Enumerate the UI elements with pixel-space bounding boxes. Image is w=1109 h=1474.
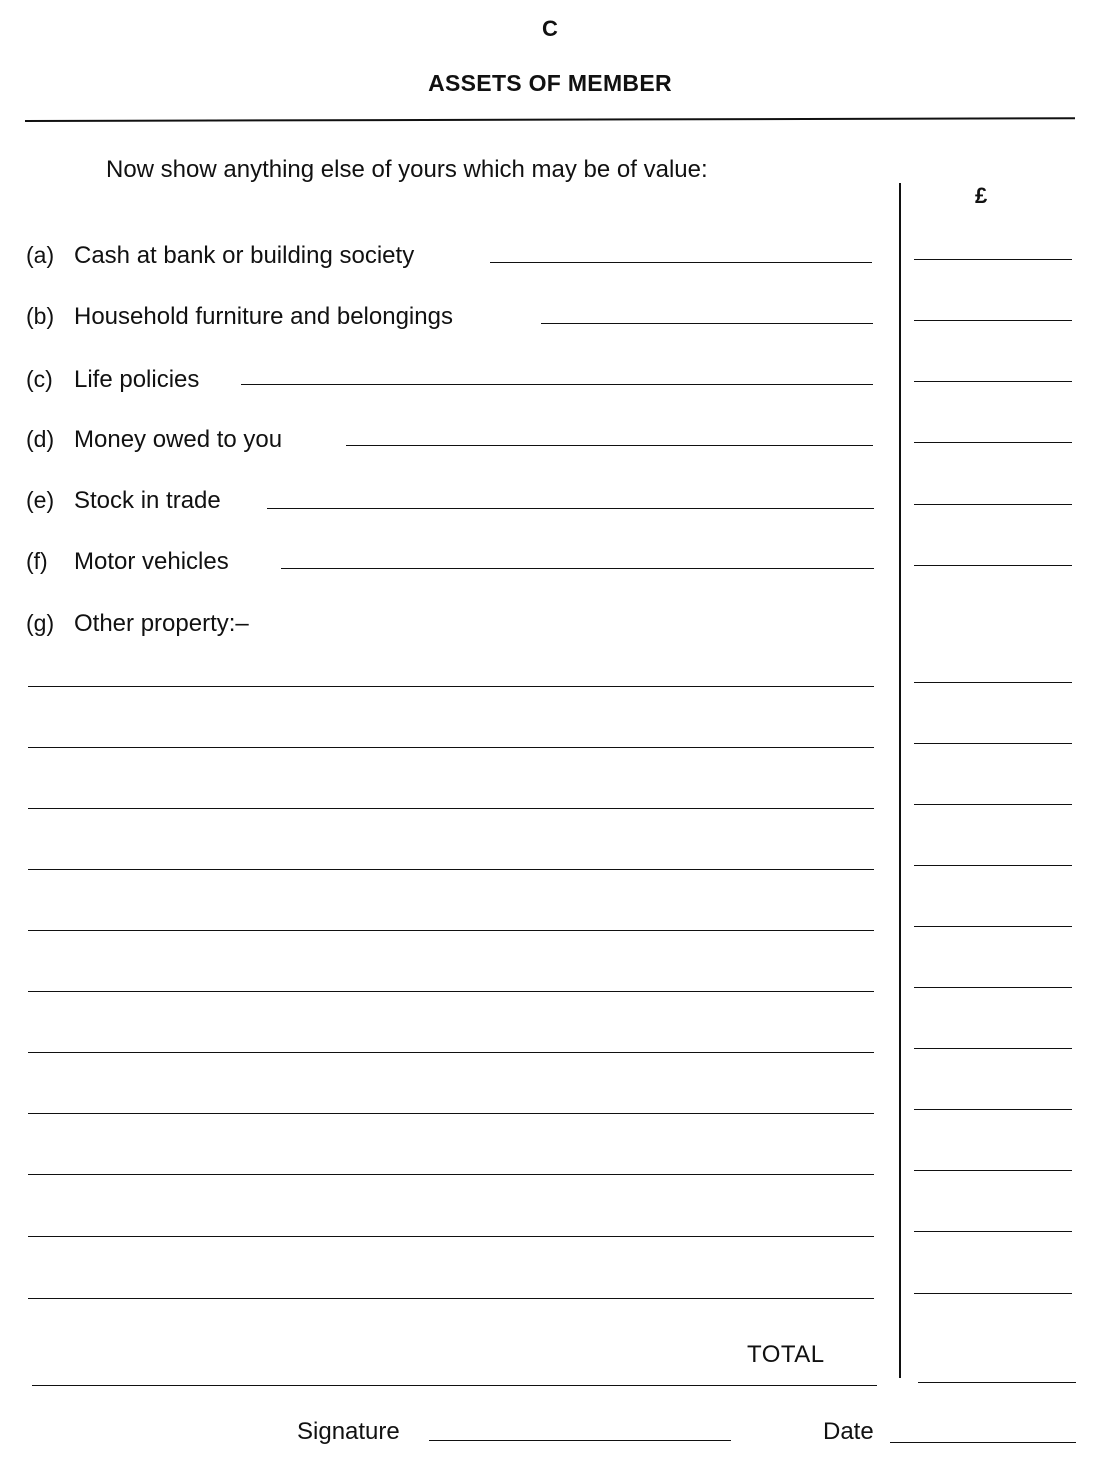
cash-at-bank-amount-field[interactable] (914, 259, 1072, 260)
item-label: Life policies (74, 366, 200, 393)
item-label: Other property:– (74, 610, 249, 637)
other-property-line-3[interactable] (28, 808, 874, 809)
item-stock-in-trade (0, 487, 1109, 527)
signature-label: Signature (297, 1418, 400, 1445)
other-property-line-9[interactable] (28, 1174, 874, 1175)
total-rule (32, 1385, 877, 1386)
money-owed-field[interactable] (346, 445, 873, 446)
life-policies-amount-field[interactable] (914, 381, 1072, 382)
other-property-amount-3[interactable] (914, 804, 1072, 805)
header-rule (25, 117, 1075, 122)
other-property-amount-7[interactable] (914, 1048, 1072, 1049)
other-property-line-1[interactable] (28, 686, 874, 687)
other-property-line-5[interactable] (28, 930, 874, 931)
signature-field[interactable] (429, 1440, 731, 1441)
other-property-amount-1[interactable] (914, 682, 1072, 683)
item-letter: (g) (26, 610, 55, 636)
stock-in-trade-field[interactable] (267, 508, 874, 509)
form-title: ASSETS OF MEMBER (428, 70, 672, 96)
other-property-line-11[interactable] (28, 1298, 874, 1299)
item-life-policies (0, 366, 1109, 406)
other-property-amount-5[interactable] (914, 926, 1072, 927)
other-property-amount-2[interactable] (914, 743, 1072, 744)
other-property-amount-8[interactable] (914, 1109, 1072, 1110)
item-letter: (d) (26, 426, 55, 452)
life-policies-field[interactable] (241, 384, 873, 385)
item-label: Cash at bank or building society (74, 242, 415, 269)
motor-vehicles-field[interactable] (281, 568, 874, 569)
item-motor-vehicles (0, 548, 1109, 588)
total-amount-field[interactable] (918, 1382, 1076, 1383)
currency-header: £ (975, 183, 988, 208)
other-property-line-6[interactable] (28, 991, 874, 992)
other-property-amount-9[interactable] (914, 1170, 1072, 1171)
item-label: Motor vehicles (74, 548, 229, 575)
item-letter: (f) (26, 548, 48, 574)
item-cash-at-bank (0, 242, 1109, 282)
item-letter: (c) (26, 366, 53, 392)
other-property-line-10[interactable] (28, 1236, 874, 1237)
other-property-amount-6[interactable] (914, 987, 1072, 988)
item-label: Household furniture and belongings (74, 303, 453, 330)
item-household-furniture (0, 303, 1109, 343)
other-property-line-2[interactable] (28, 747, 874, 748)
other-property-line-7[interactable] (28, 1052, 874, 1053)
item-label: Stock in trade (74, 487, 221, 514)
date-field[interactable] (890, 1442, 1076, 1443)
item-other-property (0, 610, 1109, 650)
intro-text: Now show anything else of yours which may be of value: (106, 156, 708, 183)
cash-at-bank-field[interactable] (490, 262, 872, 263)
other-property-line-4[interactable] (28, 869, 874, 870)
item-letter: (e) (26, 487, 55, 513)
motor-vehicles-amount-field[interactable] (914, 565, 1072, 566)
money-owed-amount-field[interactable] (914, 442, 1072, 443)
other-property-line-8[interactable] (28, 1113, 874, 1114)
other-property-amount-11[interactable] (914, 1293, 1072, 1294)
item-letter: (b) (26, 303, 55, 329)
household-furniture-field[interactable] (541, 323, 873, 324)
item-label: Money owed to you (74, 426, 283, 453)
other-property-amount-4[interactable] (914, 865, 1072, 866)
household-furniture-amount-field[interactable] (914, 320, 1072, 321)
item-letter: (a) (26, 242, 55, 268)
date-label: Date (823, 1418, 874, 1445)
section-letter: C (542, 16, 558, 41)
amount-column-divider (899, 183, 901, 1378)
other-property-amount-10[interactable] (914, 1231, 1072, 1232)
item-money-owed (0, 426, 1109, 466)
stock-in-trade-amount-field[interactable] (914, 504, 1072, 505)
total-label: TOTAL (747, 1341, 825, 1368)
